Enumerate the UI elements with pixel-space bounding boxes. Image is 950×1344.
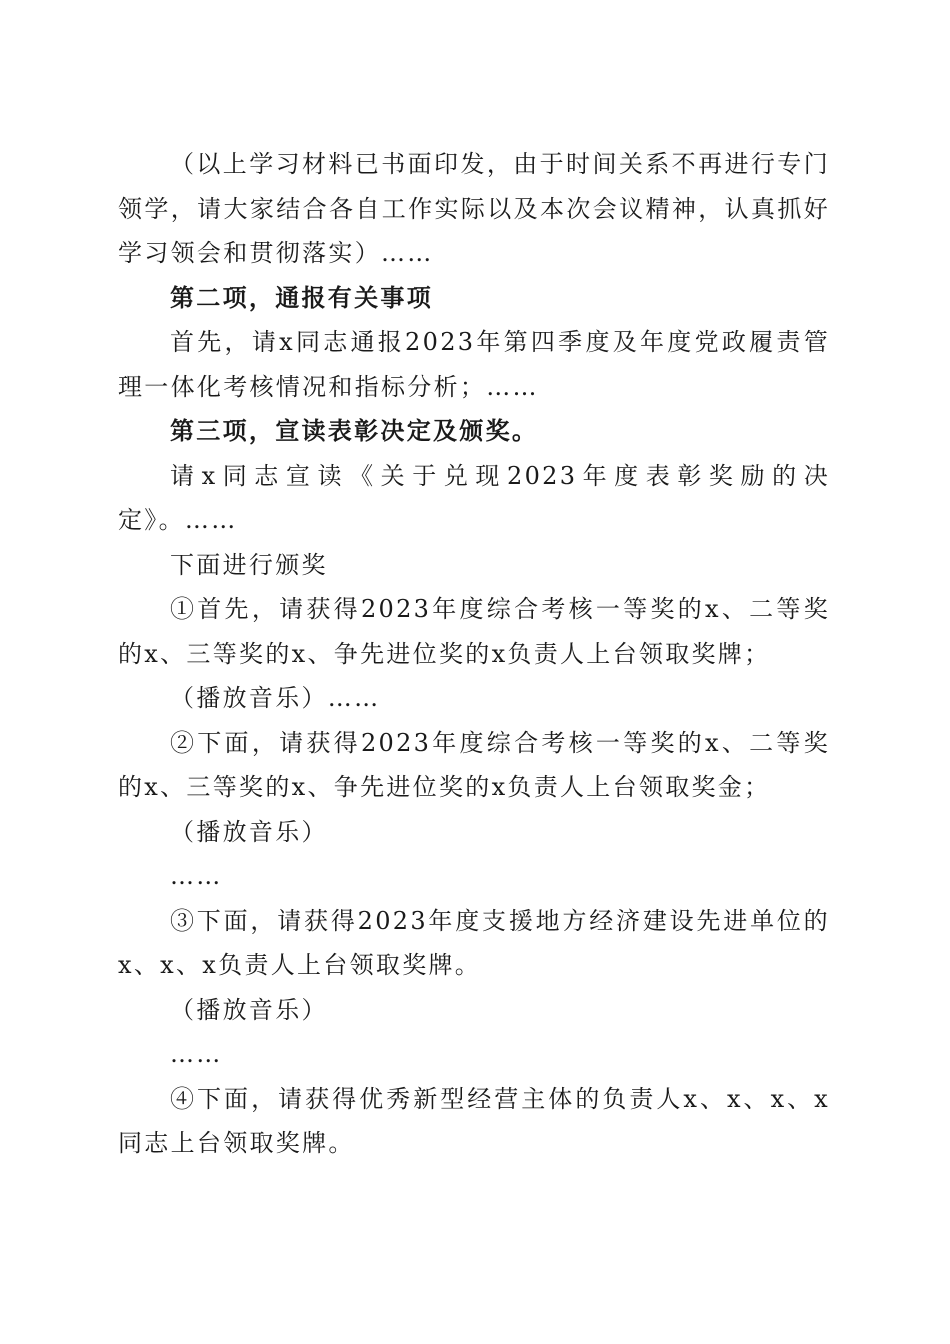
document-body <box>118 142 830 1166</box>
paragraph-award-intro: 下面进行颁奖 <box>170 550 328 579</box>
heading-item-two: 第二项，通报有关事项 <box>170 282 433 312</box>
heading-item-three: 第三项，宣读表彰决定及颁奖。 <box>170 416 539 445</box>
paragraph-award-step-1: ①首先，请获得2023年度综合考核一等奖的x、二等奖的x、三等奖的x、争先进位奖的x负责人上台领取奖牌； <box>118 595 830 668</box>
paragraph-read-decision: 请x同志宣读《关于兑现2023年度表彰奖励的决定》。…… <box>118 461 830 534</box>
paragraph-music-note-3: （播放音乐） <box>170 995 328 1024</box>
paragraph-ellipsis-1: …… <box>170 862 223 890</box>
paragraph-award-step-4: ④下面，请获得优秀新型经营主体的负责人x、x、x、x同志上台领取奖牌。 <box>118 1084 830 1157</box>
paragraph-award-step-2: ②下面，请获得2023年度综合考核一等奖的x、二等奖的x、三等奖的x、争先进位奖的x负责人上台领取奖金； <box>118 728 830 801</box>
paragraph-study-materials-note: （以上学习材料已书面印发，由于时间关系不再进行专门领学，请大家结合各自工作实际以及本次会议精神，认真抓好学习领会和贯彻落实）…… <box>118 150 830 267</box>
paragraph-award-step-3: ③下面，请获得2023年度支援地方经济建设先进单位的x、x、x负责人上台领取奖牌。 <box>118 906 830 979</box>
paragraph-music-note-2: （播放音乐） <box>170 817 328 846</box>
paragraph-music-note-1: （播放音乐）…… <box>170 684 381 712</box>
paragraph-assessment-report: 首先，请x同志通报2023年第四季度及年度党政履责管理一体化考核情况和指标分析；…… <box>118 328 830 401</box>
paragraph-ellipsis-2: …… <box>170 1040 223 1068</box>
